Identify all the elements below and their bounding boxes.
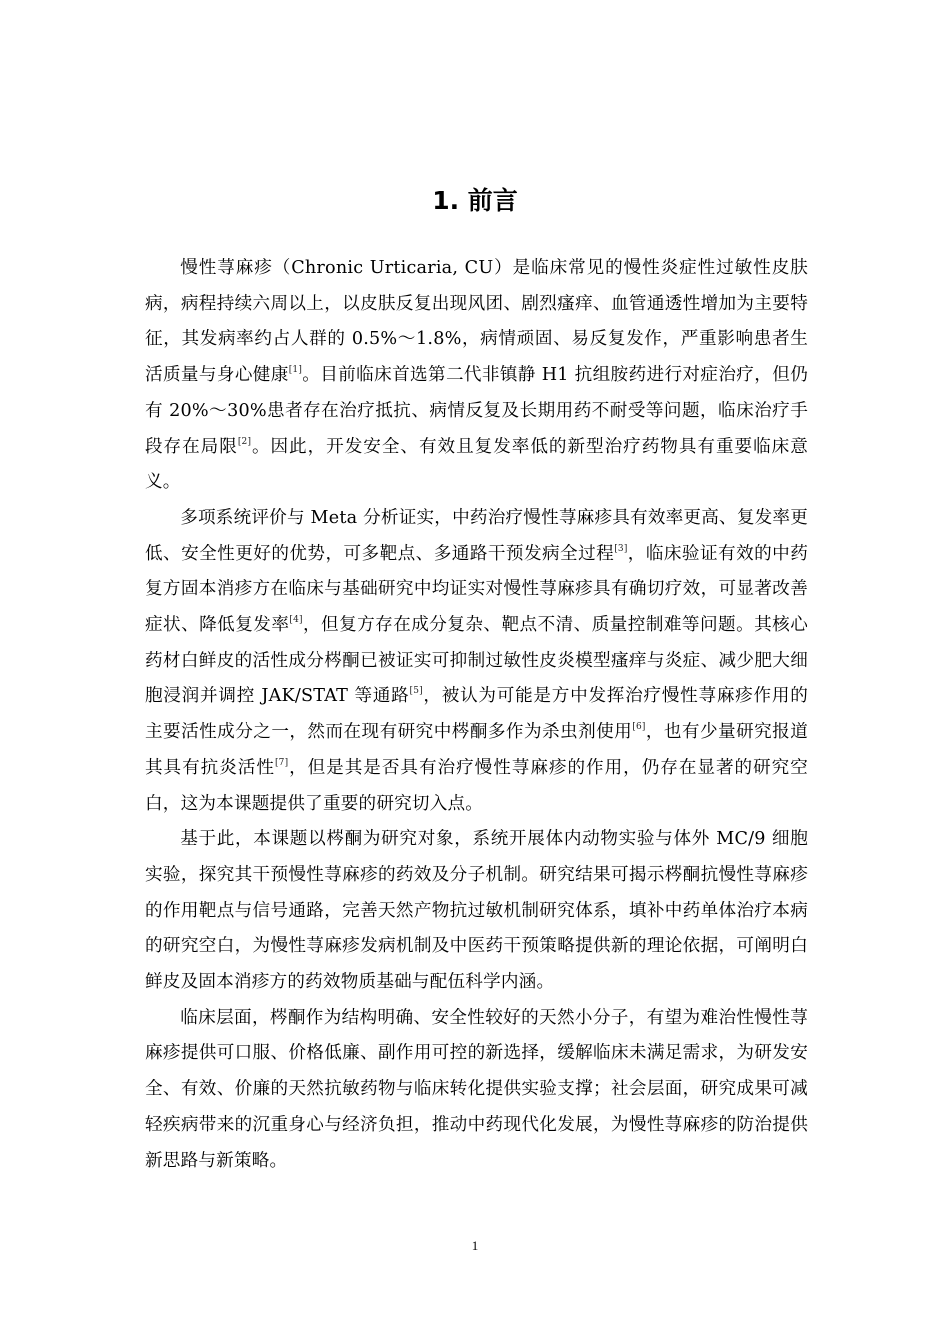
text-run: 基于此，本课题以梣酮为研究对象，系统开展体内动物实验与体外 MC/9 细胞实验，探究其干预慢性荨麻疹的药效及分子机制。研究结果可揭示梣酮抗慢性荨麻疹的作用靶点与信号通路，完善天然产物抗过敏机制研究体系，填补中药单体治疗本病的研究空白，为慢性荨麻疹发病机制及中医药干预策略提供新的理论依据，可阐明白鲜皮及固本消疹方的药效物质基础与配伍科学内涵。: [145, 829, 808, 993]
section-title: 1. 前言: [432, 186, 518, 215]
citation-ref: [3]: [614, 543, 628, 554]
citation-ref: [7]: [274, 757, 289, 768]
page-number: 1: [471, 1238, 479, 1253]
section-body: [145, 251, 808, 1179]
paragraph: [145, 251, 808, 501]
citation-ref: [6]: [632, 722, 646, 733]
text-run: 。因此，开发安全、有效且复发率低的新型治疗药物具有重要临床意义。: [145, 436, 808, 493]
paragraph: [145, 1001, 808, 1180]
citation-ref: [4]: [289, 615, 303, 626]
citation-ref: [5]: [409, 686, 423, 697]
text-run: 临床层面，梣酮作为结构明确、安全性较好的天然小分子，有望为难治性慢性荨麻疹提供可口服、价格低廉、副作用可控的新选择，缓解临床未满足需求，为研发安全、有效、价廉的天然抗敏药物与临床转化提供实验支撑；社会层面，研究成果可减轻疾病带来的沉重身心与经济负担，推动中药现代化发展，为慢性荨麻疹的防治提供新思路与新策略。: [145, 1007, 808, 1171]
text-run: ，但是其是否具有治疗慢性荨麻疹的作用，仍存在显著的研究空白，这为本课题提供了重要的研究切入点。: [145, 757, 808, 814]
text-run: 慢性荨麻疹（Chronic Urticaria, CU）是临床常见的慢性炎症性过敏性皮肤病，病程持续六周以上，以皮肤反复出现风团、剧烈瘙痒、血管通透性增加为主要特征，其发病率约占人群的 0.5%～1.8%，病情顽固、易反复发作，严重影响患者生活质量与身心健康: [145, 258, 808, 386]
paragraph: [145, 501, 808, 822]
paragraph: [145, 822, 808, 1001]
citation-ref: [2]: [237, 436, 252, 447]
text-run: ，也有少量研究报道其具有抗炎活性: [145, 722, 809, 778]
text-run: ，被认为可能是方中发挥治疗慢性荨麻疹作用的主要活性成分之一，然而在现有研究中梣酮多作为杀虫剂使用: [145, 686, 808, 743]
text-run: ，临床验证有效的中药复方固本消疹方在临床与基础研究中均证实对慢性荨麻疹具有确切疗效，可显著改善症状、降低复发率: [145, 543, 808, 636]
text-run: ，但复方存在成分复杂、靶点不清、质量控制难等问题。其核心药材白鲜皮的活性成分梣酮已被证实可抑制过敏性皮炎模型瘙痒与炎症、减少肥大细胞浸润并调控 JAK/STAT 等通路: [145, 615, 808, 707]
citation-ref: [1]: [288, 365, 303, 376]
text-run: 多项系统评价与 Meta 分析证实，中药治疗慢性荨麻疹具有效率更高、复发率更低、安全性更好的优势，可多靶点、多通路干预发病全过程: [145, 507, 808, 564]
text-run: 。目前临床首选第二代非镇静 H1 抗组胺药进行对症治疗，但仍有 20%～30%患者存在治疗抵抗、病情反复及长期用药不耐受等问题，临床治疗手段存在局限: [145, 365, 808, 457]
